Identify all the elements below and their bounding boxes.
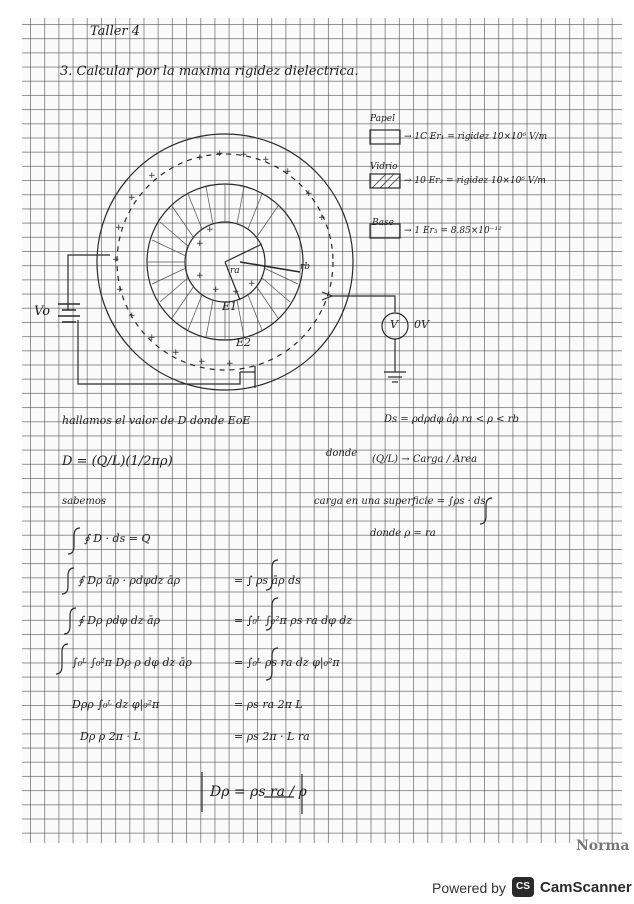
final-result: Dρ = ρs ra / ρ <box>210 784 307 800</box>
svg-text:+: + <box>172 348 180 358</box>
svg-text:+: + <box>240 150 248 160</box>
camscanner-logo-icon: CS <box>512 877 534 897</box>
svg-text:+: + <box>216 149 224 159</box>
line-3-right: carga en una superficie = ∫ρs · ds <box>314 496 486 507</box>
figure-rb-label: rb <box>300 262 311 272</box>
svg-text:+: + <box>305 189 313 199</box>
svg-text:+: + <box>148 333 156 343</box>
svg-text:+: + <box>116 285 124 295</box>
svg-text:+: + <box>128 193 136 203</box>
camscanner-name: CamScanner <box>540 879 632 896</box>
legend-vidrio-label: Vidrio <box>370 162 398 172</box>
svg-text:+: + <box>196 239 204 249</box>
figure-vo-label: Vo <box>34 304 51 319</box>
svg-text:+: + <box>196 271 204 281</box>
line-2-donde: donde <box>326 448 358 459</box>
svg-text:+: + <box>128 311 136 321</box>
line-9-left: Dρ ρ 2π · L <box>80 730 141 743</box>
notebook-brand: Norma <box>576 838 630 854</box>
legend-paper-label: Papel <box>370 114 395 124</box>
legend-base-label: Base <box>372 218 394 228</box>
line-8-right: = ρs ra 2π L <box>234 698 303 711</box>
line-7-left: ∫₀ᴸ ∫₀²π Dρ ρ dφ dz āρ <box>72 656 192 669</box>
line-3-left: sabemos <box>62 496 107 507</box>
line-7-right: = ∫₀ᴸ ρs ra dz φ|₀²π <box>234 656 340 669</box>
figure-e2-label: E2 <box>236 336 252 349</box>
figure-e1-label: E1 <box>222 300 238 313</box>
line-9-right: = ρs 2π · L ra <box>234 730 310 743</box>
legend-base-eq: → 1 Er₃ = 8.85×10⁻¹² <box>404 226 502 236</box>
line-2-left: D = (Q/L)(1/2πρ) <box>62 454 173 469</box>
line-1-right: Ds = ρdρdφ âρ ra < ρ < rb <box>384 414 519 425</box>
line-4-left: ∮ D · ds = Q <box>84 532 151 545</box>
svg-text:+: + <box>112 255 120 265</box>
legend-vidrio-eq: → 10 Er₂ = rigidez 10×10⁶ V/m <box>404 176 546 186</box>
legend-paper-eq: → 1C Er₁ = rigidez 10×10⁶ V/m <box>404 132 548 142</box>
voltmeter-label: V <box>390 318 398 331</box>
problem-statement: 3. Calcular por la maxima rigidez dielectrica. <box>60 64 359 79</box>
worksheet-title: Taller 4 <box>90 24 141 39</box>
powered-by-text: Powered by <box>432 880 506 896</box>
svg-text:+: + <box>206 225 214 235</box>
svg-text:+: + <box>198 357 206 367</box>
line-8-left: Dρρ ∫₀ᴸ dz φ|₀²π <box>72 698 160 711</box>
figure-ra-label: ra <box>230 266 240 276</box>
svg-text:+: + <box>232 287 240 297</box>
svg-text:+: + <box>248 279 256 289</box>
line-6-left: ∮ Dρ ρdφ dz āρ <box>78 614 161 627</box>
footer-bar <box>0 862 634 904</box>
svg-text:+: + <box>284 167 292 177</box>
voltmeter-reading: 0V <box>414 318 429 331</box>
svg-text:+: + <box>148 171 156 181</box>
svg-text:+: + <box>226 359 234 369</box>
line-2-right: (Q/L) → Carga / Area <box>372 454 478 465</box>
svg-text:+: + <box>212 285 220 295</box>
line-4-right: donde ρ = ra <box>370 528 436 539</box>
line-6-right: = ∫₀ᴸ ∫₀²π ρs ra dφ dz <box>234 614 353 627</box>
svg-text:+: + <box>115 223 123 233</box>
line-5-right: = ∫ ρs āρ ds <box>234 574 301 587</box>
line-5-left: ∮ Dρ āρ · ρdφdz āρ <box>78 574 181 587</box>
svg-text:+: + <box>196 153 204 163</box>
svg-text:+: + <box>262 155 270 165</box>
line-1: hallamos el valor de D donde EoE <box>62 414 251 427</box>
svg-text:+: + <box>318 213 326 223</box>
